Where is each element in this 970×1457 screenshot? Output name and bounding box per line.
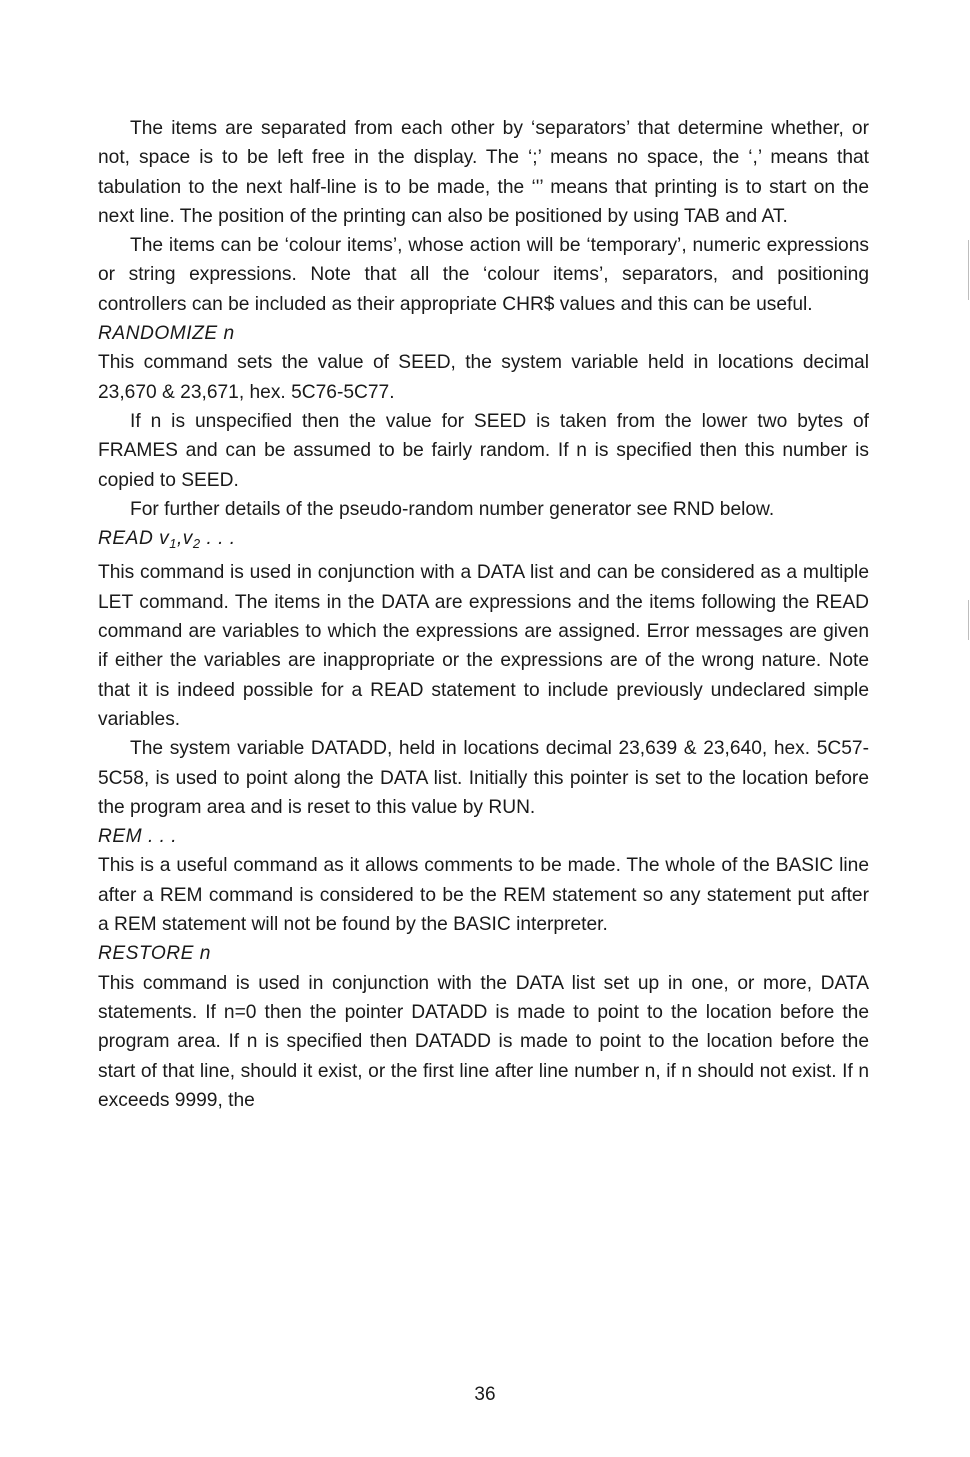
rem-paragraph-1: This is a useful command as it allows comments to be made. The whole of the BASIC line after a REM command is considered to be the REM statement so any statement put after a REM statement will not be found by the BASIC interpreter. <box>98 855 869 936</box>
restore-heading: RESTORE n <box>98 943 211 965</box>
read-heading-sub2: 2 <box>192 536 201 552</box>
scan-edge-mark <box>968 240 969 300</box>
read-heading-tail: . . . <box>200 528 236 550</box>
page-body <box>98 114 869 1115</box>
randomize-paragraph-2: If n is unspecified then the value for SEED is taken from the lower two bytes of FRAMES and can be assumed to be fairly random. If n is specified then this number is copied to SEED. <box>98 410 869 491</box>
read-paragraph-1: This command is used in conjunction with a DATA list and can be considered as a multiple LET command. The items in the DATA are expressions and the items following the READ command are variables to which the expressions are assigned. Error messages are given if either the variables are inappropriate or the expressions are of the wrong nature. Note that it is indeed possible for a READ statement to include previously undeclared simple variables. <box>98 562 869 730</box>
read-heading-mid: ,v <box>176 528 193 550</box>
randomize-paragraph-1: This command sets the value of SEED, the system variable held in locations decimal 23,670 & 23,671, hex. 5C76-5C77. <box>98 352 869 403</box>
read-heading <box>98 524 869 558</box>
scan-edge-mark <box>968 600 969 640</box>
intro-paragraph-2: The items can be ‘colour items’, whose action will be ‘temporary’, numeric expressions or string expressions. Note that all the ‘colour items’, separators, and positioning controllers can be included as their appropriate CHR$ values and this can be useful. <box>98 235 869 315</box>
rem-heading: REM . . . <box>98 826 178 848</box>
intro-paragraph-1: The items are separated from each other by ‘separators’ that determine whether, or not, space is to be left free in the display. The ‘;’ means no space, the ‘,’ means that tabulation to the next half-line is to be made, the ‘'’ means that printing is to start on the next line. The position of the printing can also be positioned by using TAB and AT. <box>98 118 869 227</box>
randomize-paragraph-3: For further details of the pseudo-random number generator see RND below. <box>130 498 775 520</box>
randomize-heading: RANDOMIZE n <box>98 323 235 345</box>
page-number: 36 <box>474 1384 496 1405</box>
read-paragraph-2: The system variable DATADD, held in locations decimal 23,639 & 23,640, hex. 5C57-5C58, is used to point along the DATA list. Initially this pointer is set to the location before the program area and is reset to this value by RUN. <box>98 738 869 818</box>
read-heading-sub1: 1 <box>169 536 177 552</box>
read-heading-main: READ v <box>98 528 170 550</box>
restore-paragraph-1: This command is used in conjunction with the DATA list set up in one, or more, DATA statements. If n=0 then the pointer DATADD is made to point to the location before the program area. If n is specified then DATADD is made to point to the location before the start of that line, should it exist, or the first line after line number n, if n should not exist. If n exceeds 9999, the <box>98 972 869 1111</box>
